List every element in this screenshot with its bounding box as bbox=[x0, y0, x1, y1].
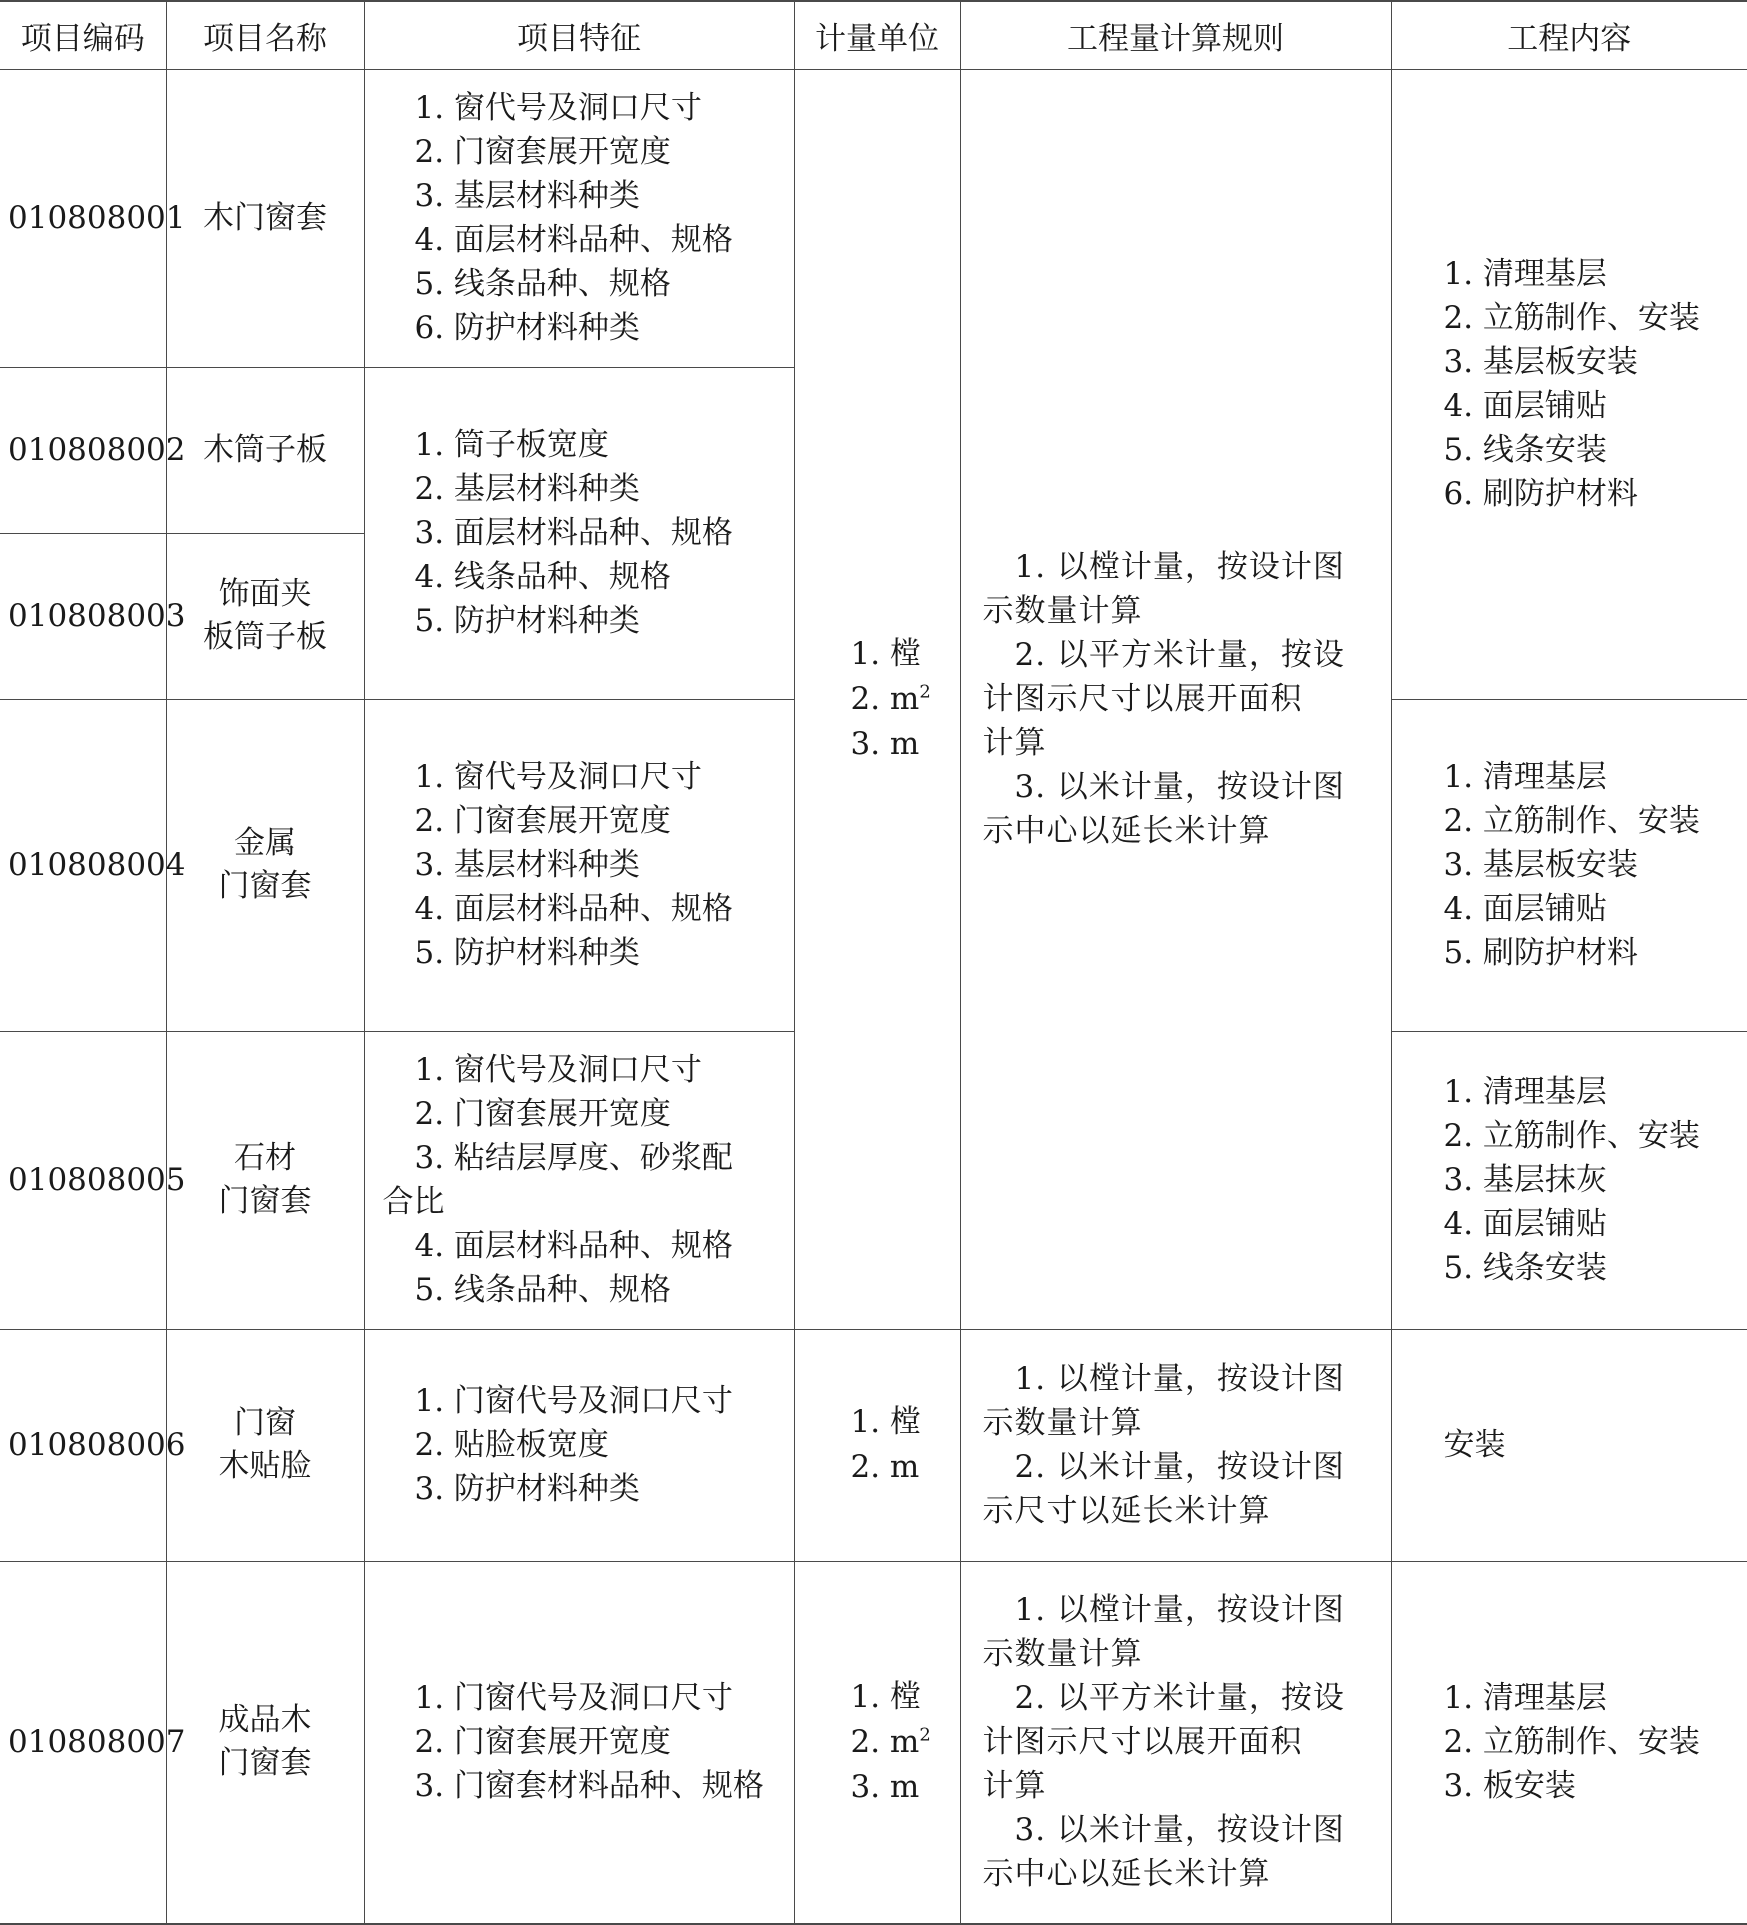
item-features: 1. 窗代号及洞口尺寸 2. 门窗套展开宽度 3. 基层材料种类 4. 面层材料品种、规格 5. 防护材料种类 bbox=[364, 699, 794, 1031]
item-features: 1. 窗代号及洞口尺寸 2. 门窗套展开宽度 3. 粘结层厚度、砂浆配 合比 4. 面层材料品种、规格 5. 线条品种、规格 bbox=[364, 1031, 794, 1329]
header-unit: 计量单位 bbox=[794, 1, 960, 69]
item-features: 1. 窗代号及洞口尺寸 2. 门窗套展开宽度 3. 基层材料种类 4. 面层材料品种、规格 5. 线条品种、规格 6. 防护材料种类 bbox=[364, 69, 794, 367]
table-row bbox=[0, 1561, 1747, 1924]
item-name: 门窗 木贴脸 bbox=[166, 1329, 364, 1561]
item-features: 1. 门窗代号及洞口尺寸 2. 贴脸板宽度 3. 防护材料种类 bbox=[364, 1329, 794, 1561]
item-features: 1. 门窗代号及洞口尺寸 2. 门窗套展开宽度 3. 门窗套材料品种、规格 bbox=[364, 1561, 794, 1924]
item-name: 金属 门窗套 bbox=[166, 699, 364, 1031]
work-cell: 1. 清理基层 2. 立筋制作、安装 3. 基层板安装 4. 面层铺贴 5. 刷防护材料 bbox=[1391, 699, 1747, 1031]
table-row bbox=[0, 69, 1747, 367]
header-rule: 工程量计算规则 bbox=[960, 1, 1391, 69]
item-code: 010808006 bbox=[0, 1329, 166, 1561]
header-code: 项目编码 bbox=[0, 1, 166, 69]
header-work: 工程内容 bbox=[1391, 1, 1747, 69]
item-name: 饰面夹 板筒子板 bbox=[166, 533, 364, 699]
item-code: 010808002 bbox=[0, 367, 166, 533]
unit-cell: 1. 樘 2. m bbox=[794, 1329, 960, 1561]
work-cell: 1. 清理基层 2. 立筋制作、安装 3. 板安装 bbox=[1391, 1561, 1747, 1924]
item-code: 010808005 bbox=[0, 1031, 166, 1329]
unit-cell: 1. 樘 2. $m^2$ 3. m bbox=[794, 1561, 960, 1924]
item-name: 成品木 门窗套 bbox=[166, 1561, 364, 1924]
work-cell: 1. 清理基层 2. 立筋制作、安装 3. 基层抹灰 4. 面层铺贴 5. 线条安装 bbox=[1391, 1031, 1747, 1329]
item-code: 010808003 bbox=[0, 533, 166, 699]
header-row bbox=[0, 1, 1747, 69]
header-features: 项目特征 bbox=[364, 1, 794, 69]
work-cell: 1. 清理基层 2. 立筋制作、安装 3. 基层板安装 4. 面层铺贴 5. 线条安装 6. 刷防护材料 bbox=[1391, 69, 1747, 699]
rule-cell: 1. 以樘计量，按设计图 示数量计算 2. 以米计量，按设计图 示尺寸以延长米计算 bbox=[960, 1329, 1391, 1561]
header-name: 项目名称 bbox=[166, 1, 364, 69]
rule-cell: 1. 以樘计量，按设计图 示数量计算 2. 以平方米计量，按设 计图示尺寸以展开面积 计算 3. 以米计量，按设计图 示中心以延长米计算 bbox=[960, 69, 1391, 1329]
item-code: 010808007 bbox=[0, 1561, 166, 1924]
item-code: 010808004 bbox=[0, 699, 166, 1031]
item-features: 1. 筒子板宽度 2. 基层材料种类 3. 面层材料品种、规格 4. 线条品种、规格 5. 防护材料种类 bbox=[364, 367, 794, 699]
unit-cell: 1. 樘 2. $m^2$ 3. m bbox=[794, 69, 960, 1329]
item-name: 石材 门窗套 bbox=[166, 1031, 364, 1329]
item-code: 010808001 bbox=[0, 69, 166, 367]
rule-cell: 1. 以樘计量，按设计图 示数量计算 2. 以平方米计量，按设 计图示尺寸以展开面积 计算 3. 以米计量，按设计图 示中心以延长米计算 bbox=[960, 1561, 1391, 1924]
work-cell: 安装 bbox=[1391, 1329, 1747, 1561]
table-row bbox=[0, 1329, 1747, 1561]
item-name: 木筒子板 bbox=[166, 367, 364, 533]
item-name: 木门窗套 bbox=[166, 69, 364, 367]
